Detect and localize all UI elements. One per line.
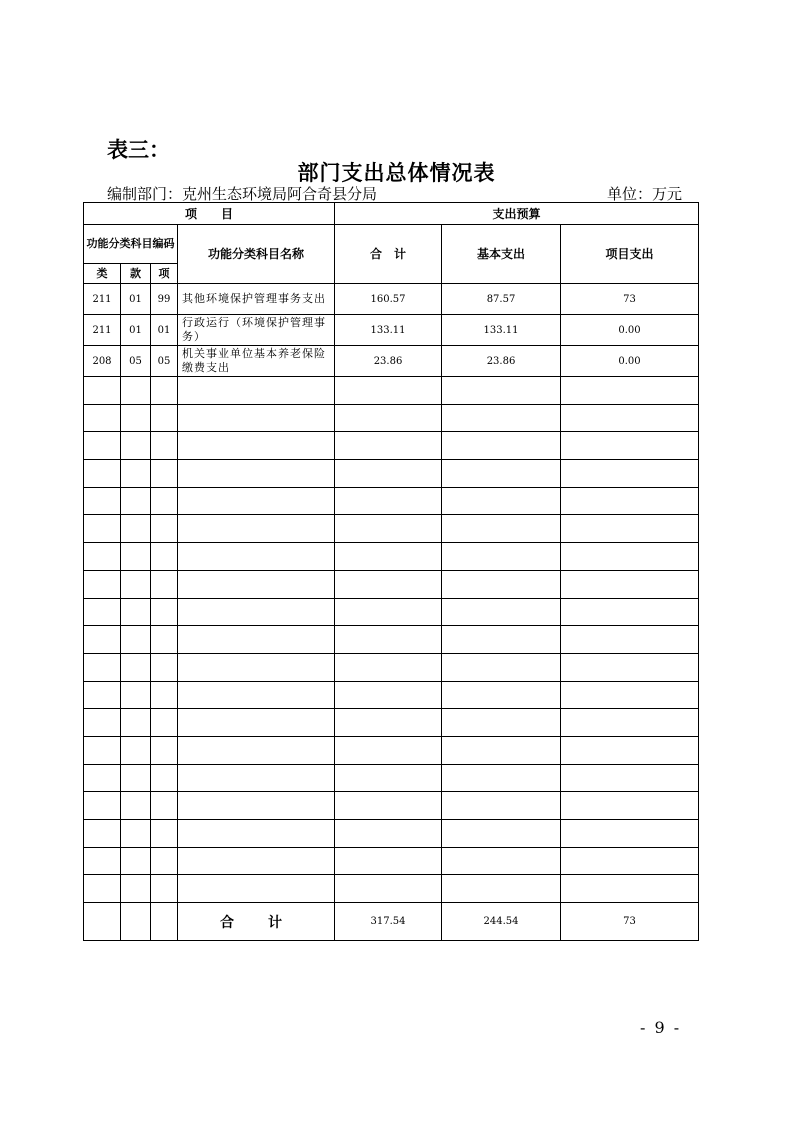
department-label: 编制部门：克州生态环境局阿合奇县分局 <box>107 185 378 203</box>
cell-xiang: 01 <box>151 315 178 346</box>
empty-cell <box>442 460 561 488</box>
empty-cell <box>121 736 151 764</box>
empty-cell <box>151 820 178 848</box>
empty-cell <box>178 847 335 875</box>
empty-cell <box>335 432 442 460</box>
empty-cell <box>561 820 699 848</box>
empty-cell <box>335 515 442 543</box>
empty-cell <box>121 792 151 820</box>
header-lei: 类 <box>84 264 121 284</box>
empty-cell <box>84 598 121 626</box>
totals-basic: 244.54 <box>442 903 561 941</box>
empty-cell <box>178 377 335 405</box>
empty-row <box>84 681 699 709</box>
empty-row <box>84 820 699 848</box>
empty-cell <box>442 736 561 764</box>
empty-cell <box>84 432 121 460</box>
empty-cell <box>561 709 699 737</box>
empty-cell <box>121 681 151 709</box>
empty-cell <box>121 764 151 792</box>
empty-cell <box>151 432 178 460</box>
expenditure-table <box>83 202 699 941</box>
cell-kuan: 01 <box>121 284 151 315</box>
empty-row <box>84 792 699 820</box>
empty-cell <box>561 792 699 820</box>
empty-cell <box>84 404 121 432</box>
empty-cell <box>121 432 151 460</box>
empty-cell <box>178 432 335 460</box>
empty-row <box>84 653 699 681</box>
empty-cell <box>84 377 121 405</box>
empty-cell <box>561 681 699 709</box>
empty-cell <box>84 875 121 903</box>
empty-cell <box>84 515 121 543</box>
cell-lei: 211 <box>84 284 121 315</box>
empty-rows <box>84 377 699 903</box>
totals-total: 317.54 <box>335 903 442 941</box>
empty-cell <box>151 764 178 792</box>
empty-cell <box>84 709 121 737</box>
empty-cell <box>561 404 699 432</box>
totals-project: 73 <box>561 903 699 941</box>
empty-row <box>84 543 699 571</box>
empty-cell <box>151 598 178 626</box>
empty-cell <box>151 653 178 681</box>
empty-row <box>84 487 699 515</box>
cell-total: 133.11 <box>335 315 442 346</box>
empty-cell <box>442 875 561 903</box>
empty-cell <box>335 543 442 571</box>
empty-cell <box>121 626 151 654</box>
empty-cell <box>178 709 335 737</box>
empty-row <box>84 764 699 792</box>
empty-row <box>84 626 699 654</box>
empty-cell <box>561 764 699 792</box>
cell-kuan <box>121 903 151 941</box>
empty-cell <box>561 847 699 875</box>
empty-cell <box>121 653 151 681</box>
cell-basic: 87.57 <box>442 284 561 315</box>
header-name: 功能分类科目名称 <box>178 225 335 284</box>
table-label: 表三： <box>107 138 170 162</box>
empty-cell <box>561 460 699 488</box>
cell-name: 机关事业单位基本养老保险缴费支出 <box>178 346 335 377</box>
empty-cell <box>121 847 151 875</box>
empty-cell <box>151 543 178 571</box>
empty-row <box>84 460 699 488</box>
empty-cell <box>442 847 561 875</box>
empty-cell <box>121 515 151 543</box>
empty-cell <box>442 570 561 598</box>
empty-row <box>84 709 699 737</box>
empty-cell <box>178 736 335 764</box>
empty-cell <box>151 515 178 543</box>
empty-cell <box>84 820 121 848</box>
cell-kuan: 05 <box>121 346 151 377</box>
empty-cell <box>84 764 121 792</box>
empty-cell <box>84 681 121 709</box>
cell-kuan: 01 <box>121 315 151 346</box>
cell-lei: 208 <box>84 346 121 377</box>
cell-project: 0.00 <box>561 315 699 346</box>
empty-cell <box>335 847 442 875</box>
empty-cell <box>84 460 121 488</box>
empty-cell <box>335 709 442 737</box>
empty-row <box>84 875 699 903</box>
totals-label: 合 计 <box>178 903 335 941</box>
empty-cell <box>442 820 561 848</box>
empty-cell <box>442 764 561 792</box>
empty-cell <box>335 377 442 405</box>
empty-cell <box>121 487 151 515</box>
empty-cell <box>84 487 121 515</box>
empty-cell <box>442 792 561 820</box>
empty-cell <box>178 487 335 515</box>
empty-cell <box>442 377 561 405</box>
empty-cell <box>151 460 178 488</box>
empty-cell <box>84 653 121 681</box>
empty-cell <box>561 626 699 654</box>
header-xiang: 项 <box>151 264 178 284</box>
empty-cell <box>335 598 442 626</box>
empty-cell <box>84 847 121 875</box>
cell-xiang: 05 <box>151 346 178 377</box>
cell-name: 行政运行（环境保护管理事务） <box>178 315 335 346</box>
empty-cell <box>151 709 178 737</box>
empty-cell <box>121 377 151 405</box>
empty-cell <box>561 570 699 598</box>
empty-cell <box>84 626 121 654</box>
empty-cell <box>178 515 335 543</box>
header-kuan: 款 <box>121 264 151 284</box>
empty-cell <box>151 681 178 709</box>
empty-cell <box>561 487 699 515</box>
empty-cell <box>442 626 561 654</box>
cell-name: 其他环境保护管理事务支出 <box>178 284 335 315</box>
empty-cell <box>121 875 151 903</box>
empty-cell <box>561 598 699 626</box>
empty-cell <box>335 792 442 820</box>
unit-label: 单位：万元 <box>606 185 682 203</box>
empty-cell <box>178 820 335 848</box>
empty-cell <box>561 543 699 571</box>
empty-cell <box>151 404 178 432</box>
empty-cell <box>84 792 121 820</box>
empty-cell <box>178 681 335 709</box>
empty-cell <box>335 570 442 598</box>
empty-cell <box>335 460 442 488</box>
empty-cell <box>335 487 442 515</box>
empty-cell <box>178 875 335 903</box>
empty-cell <box>335 764 442 792</box>
empty-cell <box>178 653 335 681</box>
cell-total: 23.86 <box>335 346 442 377</box>
table-row <box>84 315 699 346</box>
empty-cell <box>178 626 335 654</box>
empty-cell <box>561 875 699 903</box>
empty-cell <box>442 543 561 571</box>
empty-row <box>84 404 699 432</box>
empty-cell <box>151 377 178 405</box>
empty-cell <box>151 847 178 875</box>
empty-row <box>84 598 699 626</box>
empty-cell <box>178 404 335 432</box>
empty-cell <box>178 598 335 626</box>
empty-cell <box>335 875 442 903</box>
empty-cell <box>121 543 151 571</box>
empty-cell <box>561 515 699 543</box>
empty-cell <box>335 404 442 432</box>
empty-cell <box>561 377 699 405</box>
header-basic: 基本支出 <box>442 225 561 284</box>
empty-cell <box>151 570 178 598</box>
empty-cell <box>335 653 442 681</box>
empty-cell <box>442 653 561 681</box>
empty-cell <box>151 487 178 515</box>
empty-row <box>84 377 699 405</box>
header-code-group: 功能分类科目编码 <box>84 225 178 264</box>
empty-cell <box>178 570 335 598</box>
empty-cell <box>442 681 561 709</box>
empty-row <box>84 570 699 598</box>
header-item: 项 目 <box>84 203 335 225</box>
empty-cell <box>442 404 561 432</box>
header-budget: 支出预算 <box>335 203 699 225</box>
empty-cell <box>151 736 178 764</box>
empty-row <box>84 736 699 764</box>
page-number: - 9 - <box>640 1018 682 1037</box>
header-total: 合 计 <box>335 225 442 284</box>
empty-cell <box>84 736 121 764</box>
cell-total: 160.57 <box>335 284 442 315</box>
empty-cell <box>121 709 151 737</box>
empty-cell <box>121 570 151 598</box>
totals-row <box>84 903 699 941</box>
page-title: 部门支出总体情况表 <box>297 161 496 185</box>
empty-row <box>84 847 699 875</box>
cell-basic: 23.86 <box>442 346 561 377</box>
empty-cell <box>151 626 178 654</box>
cell-project: 73 <box>561 284 699 315</box>
empty-cell <box>178 460 335 488</box>
table-row <box>84 284 699 315</box>
empty-cell <box>121 598 151 626</box>
empty-cell <box>84 570 121 598</box>
empty-cell <box>151 875 178 903</box>
empty-cell <box>442 515 561 543</box>
empty-cell <box>442 709 561 737</box>
cell-lei <box>84 903 121 941</box>
table-row <box>84 346 699 377</box>
empty-cell <box>121 404 151 432</box>
empty-row <box>84 515 699 543</box>
empty-row <box>84 432 699 460</box>
empty-cell <box>561 736 699 764</box>
cell-xiang: 99 <box>151 284 178 315</box>
empty-cell <box>178 792 335 820</box>
empty-cell <box>84 543 121 571</box>
empty-cell <box>561 432 699 460</box>
header-project: 项目支出 <box>561 225 699 284</box>
empty-cell <box>442 598 561 626</box>
empty-cell <box>178 543 335 571</box>
empty-cell <box>121 820 151 848</box>
empty-cell <box>442 432 561 460</box>
empty-cell <box>121 460 151 488</box>
empty-cell <box>561 653 699 681</box>
empty-cell <box>178 764 335 792</box>
cell-xiang <box>151 903 178 941</box>
empty-cell <box>335 681 442 709</box>
empty-cell <box>335 820 442 848</box>
empty-cell <box>335 736 442 764</box>
cell-lei: 211 <box>84 315 121 346</box>
cell-project: 0.00 <box>561 346 699 377</box>
cell-basic: 133.11 <box>442 315 561 346</box>
empty-cell <box>442 487 561 515</box>
empty-cell <box>151 792 178 820</box>
empty-cell <box>335 626 442 654</box>
